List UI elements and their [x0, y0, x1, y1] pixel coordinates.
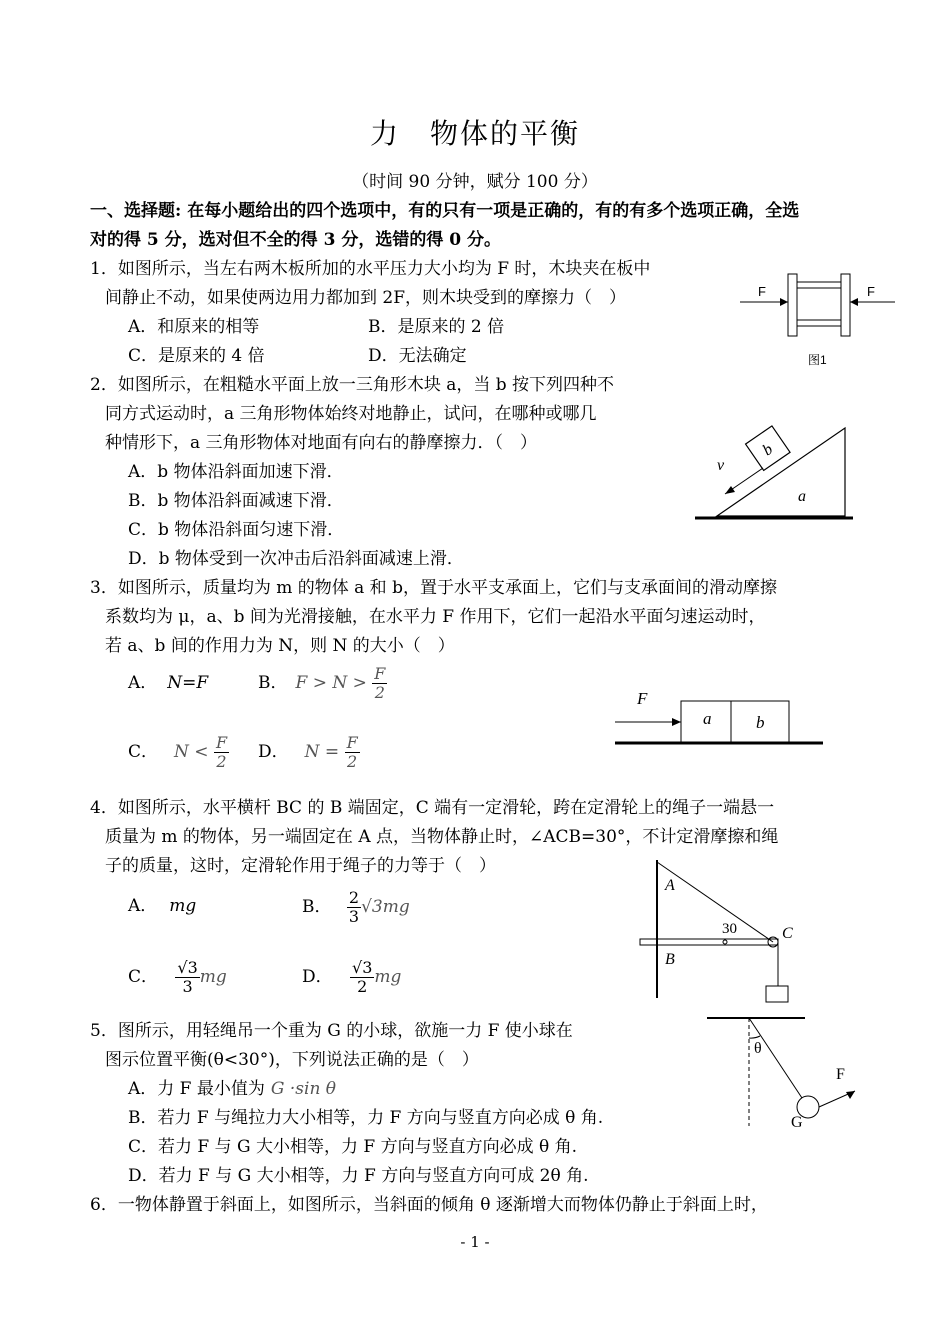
page-title: 力 物体的平衡 — [369, 117, 580, 150]
q4-text-line2: 质量为 m 的物体，另一端固定在 A 点，当物体静止时，∠ACB=30°，不计定滑摩擦和绳 — [105, 827, 779, 847]
q2-text-line2: 同方式运动时，a 三角形物体始终对地静止，试问，在哪种或哪几 — [105, 404, 597, 424]
q2-text-line3: 种情形下，a 三角形物体对地面有向右的静摩擦力．（ ） — [105, 433, 538, 453]
q1-fig-caption: 图1 — [808, 353, 827, 367]
q4-option-c: C． $\frac{√3}{3}$ mg — [128, 958, 227, 996]
q3-text-line2: 系数均为 μ，a、b 间为光滑接触，在水平力 F 作用下，它们一起沿水平面匀速运动时， — [105, 607, 766, 627]
q2-fig-b: b — [759, 440, 776, 460]
q5-option-a: A．力 F 最小值为 G ·sin θ — [128, 1079, 337, 1099]
q2-text-line1: 2．如图所示，在粗糙水平面上放一三角形木块 a，当 b 按下列四种不 — [90, 375, 615, 395]
q3-text-line1: 3．如图所示，质量均为 m 的物体 a 和 b，置于水平支承面上，它们与支承面间的滑动摩擦 — [90, 578, 777, 598]
q4-option-b: B． $\frac{2}{3}$ √3mg — [302, 888, 410, 926]
q4-fig-angle: 30 — [722, 921, 737, 937]
q3-option-b: B． F > N > $\frac{F}{2}$ — [258, 664, 386, 702]
q5-figure — [705, 1012, 865, 1137]
q5-option-c: C．若力 F 与 G 大小相等，力 F 方向与竖直方向必成 θ 角. — [128, 1137, 578, 1157]
q4-fig-C: C — [782, 925, 793, 942]
q3-fig-a: a — [703, 709, 712, 728]
q2-fig-v: v — [717, 457, 725, 474]
q1-option-c: C．是原来的 4 倍 — [128, 346, 265, 366]
q2-option-d: D．b 物体受到一次冲击后沿斜面减速上滑． — [128, 549, 464, 569]
q4-fig-A: A — [665, 877, 675, 894]
q2-fig-a: a — [798, 488, 806, 505]
q4-option-a: A． mg — [128, 896, 197, 916]
q4-figure — [635, 858, 805, 1003]
q1-option-b: B．是原来的 2 倍 — [368, 317, 505, 337]
q2-figure — [695, 425, 860, 525]
section-header-line2: 对的得 5 分，选对但不全的得 3 分，选错的得 0 分。 — [90, 230, 501, 250]
q1-option-a: A．和原来的相等 — [128, 317, 260, 337]
q1-text-line2: 间静止不动，如果使两边用力都加到 2F，则木块受到的摩擦力（ ） — [105, 288, 627, 308]
q3-text-line3: 若 a、b 间的作用力为 N，则 N 的大小（ ） — [105, 636, 455, 656]
q5-text-line1: 5．图所示，用轻绳吊一个重为 G 的小球，欲施一力 F 使小球在 — [90, 1021, 573, 1041]
q5-text-line2: 图示位置平衡(θ<30°)，下列说法正确的是（ ） — [105, 1050, 479, 1070]
q3-fig-F: F — [637, 689, 648, 708]
page-subtitle: （时间 90 分钟，赋分 100 分） — [352, 172, 598, 192]
q5-option-d: D．若力 F 与 G 大小相等，力 F 方向与竖直方向可成 2θ 角. — [128, 1166, 589, 1186]
section-header-line1: 一、选择题: 在每小题给出的四个选项中，有的只有一项是正确的，有的有多个选项正确，全选 — [90, 201, 800, 221]
q4-text-line3: 子的质量，这时，定滑轮作用于绳子的力等于（ ） — [105, 856, 496, 876]
q1-fig-label-right: F — [867, 284, 875, 299]
q3-fig-b: b — [756, 713, 765, 732]
q2-option-a: A．b 物体沿斜面加速下滑． — [128, 462, 344, 482]
q1-option-d: D．无法确定 — [368, 346, 467, 366]
q4-option-d: D． $\frac{√3}{2}$ mg — [302, 958, 402, 996]
q1-figure — [740, 270, 900, 370]
q5-fig-theta: θ — [754, 1040, 762, 1057]
page-number: - 1 - — [460, 1233, 490, 1251]
q2-option-b: B．b 物体沿斜面减速下滑． — [128, 491, 344, 511]
q1-fig-label-left: F — [758, 284, 766, 299]
q3-option-a: A． N=F — [128, 673, 209, 693]
q4-fig-B: B — [665, 951, 675, 968]
q3-option-c: C． N < $\frac{F}{2}$ — [128, 733, 228, 771]
q6-text-line1: 6．一物体静置于斜面上，如图所示，当斜面的倾角 θ 逐渐增大而物体仍静止于斜面上时， — [90, 1195, 768, 1215]
q2-option-c: C．b 物体沿斜面匀速下滑． — [128, 520, 345, 540]
q5-option-b: B．若力 F 与绳拉力大小相等，力 F 方向与竖直方向必成 θ 角. — [128, 1108, 604, 1128]
q5-fig-F: F — [836, 1066, 845, 1083]
q5-fig-G: G — [791, 1114, 803, 1131]
q4-text-line1: 4．如图所示，水平横杆 BC 的 B 端固定，C 端有一定滑轮，跨在定滑轮上的绳子一端悬一 — [90, 798, 775, 818]
q3-option-d: D． N = $\frac{F}{2}$ — [258, 733, 358, 771]
q3-figure — [615, 685, 830, 750]
q1-text-line1: 1．如图所示，当左右两木板所加的水平压力大小均为 F 时，木块夹在板中 — [90, 259, 651, 279]
